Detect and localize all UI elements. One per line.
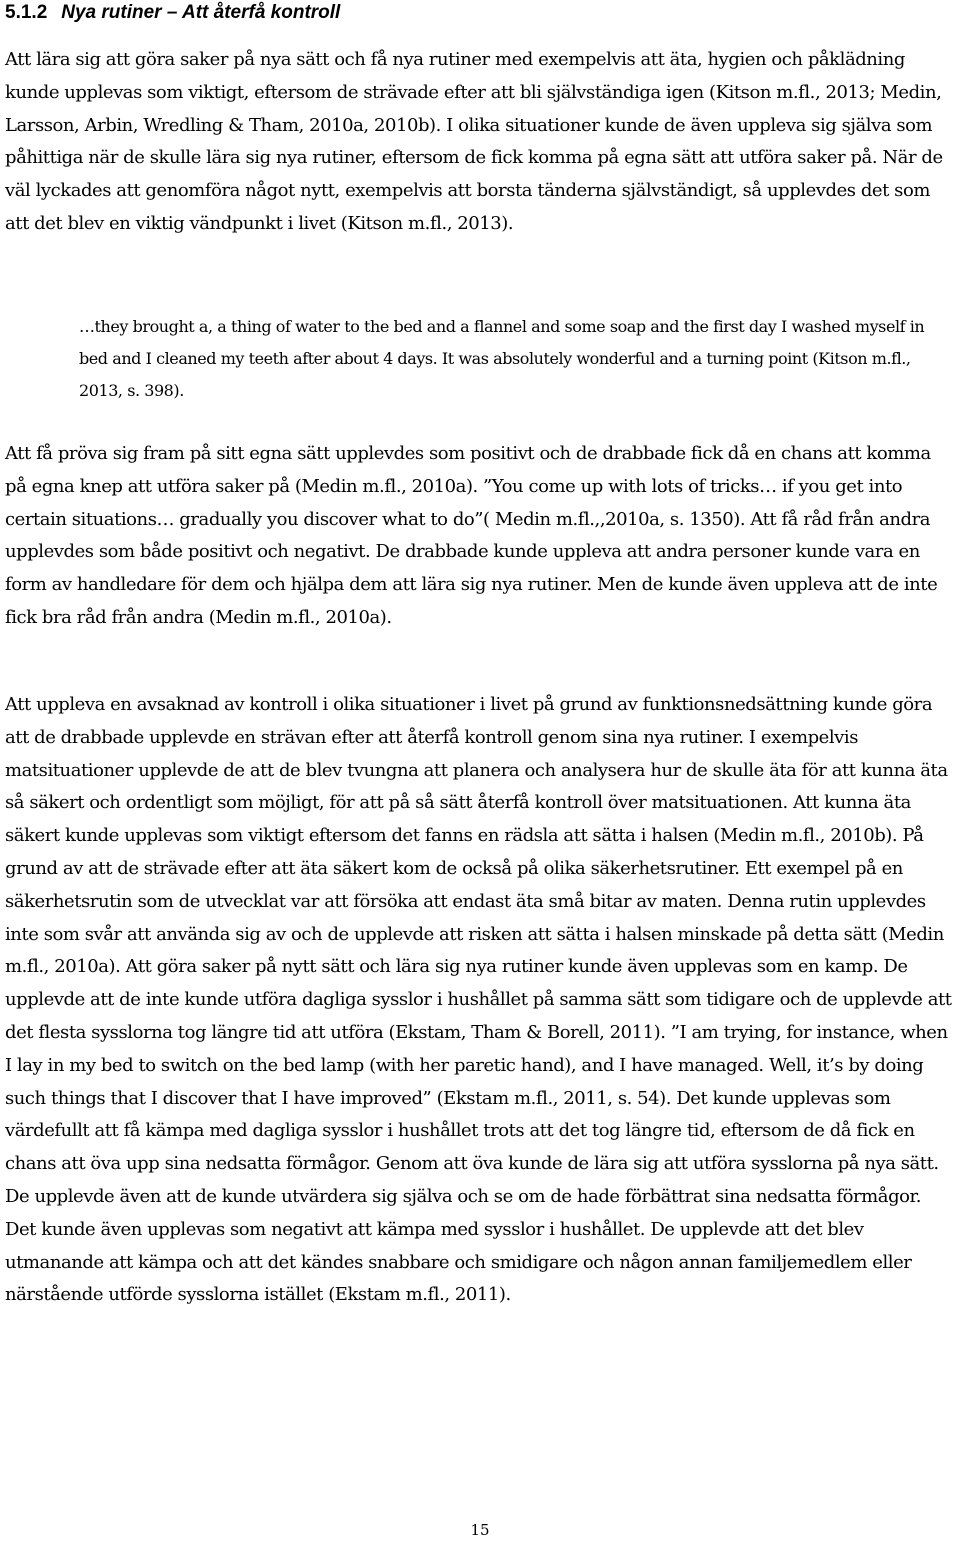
section-title: Nya rutiner – Att återfå kontroll — [61, 2, 341, 23]
page-number: 15 — [470, 1521, 490, 1539]
block-quote: …they brought a, a thing of water to the bed and a flannel and some soap and the first day I washed myself in bed and I cleaned my teeth after about 4 days. It was absolutely wonderful and a turning point (Kitson m.fl., 2013, s. 398). — [79, 317, 925, 400]
body-paragraph-2: Att få pröva sig fram på sitt egna sätt upplevdes som positivt och de drabbade fick då en chans att komma på egna knep att utföra saker på (Medin m.fl., 2010a). ”You come up with lots of tricks… if you get into certain situations… gradually you discover what to do”( Medin m.fl.,,2010a, s. 1350). Att få råd från andra upplevdes som både positivt och negativt. De drabbade kunde uppleva att andra personer kunde vara en form av handledare för dem och hjälpa dem att lära sig nya rutiner. Men de kunde även uppleva att de inte fick bra råd från andra (Medin m.fl., 2010a). — [5, 443, 938, 628]
body-paragraph-1: Att lära sig att göra saker på nya sätt och få nya rutiner med exempelvis att äta, hygien och påklädning kunde upplevas som viktigt, eftersom de strävade efter att bli självständiga igen (Kitson m.fl., 2013; Medin, Larsson, Arbin, Wredling & Tham, 2010a, 2010b). I olika situationer kunde de även uppleva sig själva som påhittiga när de skulle lära sig nya rutiner, eftersom de fick komma på egna sätt att utföra saker på. När de väl lyckades att genomföra något nytt, exempelvis att borsta tänderna självständigt, så upplevdes det som att det blev en viktig vändpunkt i livet (Kitson m.fl., 2013). — [5, 49, 943, 234]
section-heading — [5, 2, 340, 24]
body-paragraph-3: Att uppleva en avsaknad av kontroll i olika situationer i livet på grund av funktionsnedsättning kunde göra att de drabbade upplevde en strävan efter att återfå kontroll genom sina nya rutiner. I exempelvis matsituationer upplevde de att de blev tvungna att planera och analysera hur de skulle äta för att kunna äta så säkert och ordentligt som möjligt, för att på så sätt återfå kontroll över matsituationen. Att kunna äta säkert kunde upplevas som viktigt eftersom det fanns en rädsla att sätta i halsen (Medin m.fl., 2010b). På grund av att de strävade efter att äta säkert kom de också på olika säkerhetsrutiner. Ett exempel på en säkerhetsrutin som de utvecklat var att försöka att endast äta små bitar av maten. Denna rutin upplevdes inte som svår att använda sig av och de upplevde att risken att sätta i halsen minskade på detta sätt (Medin m.fl., 2010a). Att göra saker på nytt sätt och lära sig nya rutiner kunde även upplevas som en kamp. De upplevde att de inte kunde utföra dagliga sysslor i hushållet på samma sätt som tidigare och de upplevde att det flesta sysslorna tog längre tid att utföra (Ekstam, Tham & Borell, 2011). ”I am trying, for instance, when I lay in my bed to switch on the bed lamp (with her paretic hand), and I have managed. Well, it’s by doing such things that I discover that I have improved” (Ekstam m.fl., 2011, s. 54). Det kunde upplevas som värdefullt att få kämpa med dagliga sysslor i hushållet trots att det tog längre tid, eftersom de då fick en chans att öva upp sina nedsatta förmågor. Genom att öva kunde de lära sig att utföra sysslorna på nya sätt. De upplevde även att de kunde utvärdera sig själva och se om de hade förbättrat sina nedsatta förmågor. Det kunde även upplevas som negativt att kämpa med sysslor i hushållet. De upplevde att det blev utmanande att kämpa och att det kändes snabbare och smidigare och någon annan familjemedlem eller närstående utförde sysslorna istället (Ekstam m.fl., 2011). — [5, 694, 952, 1306]
section-number: 5.1.2 — [5, 2, 48, 23]
